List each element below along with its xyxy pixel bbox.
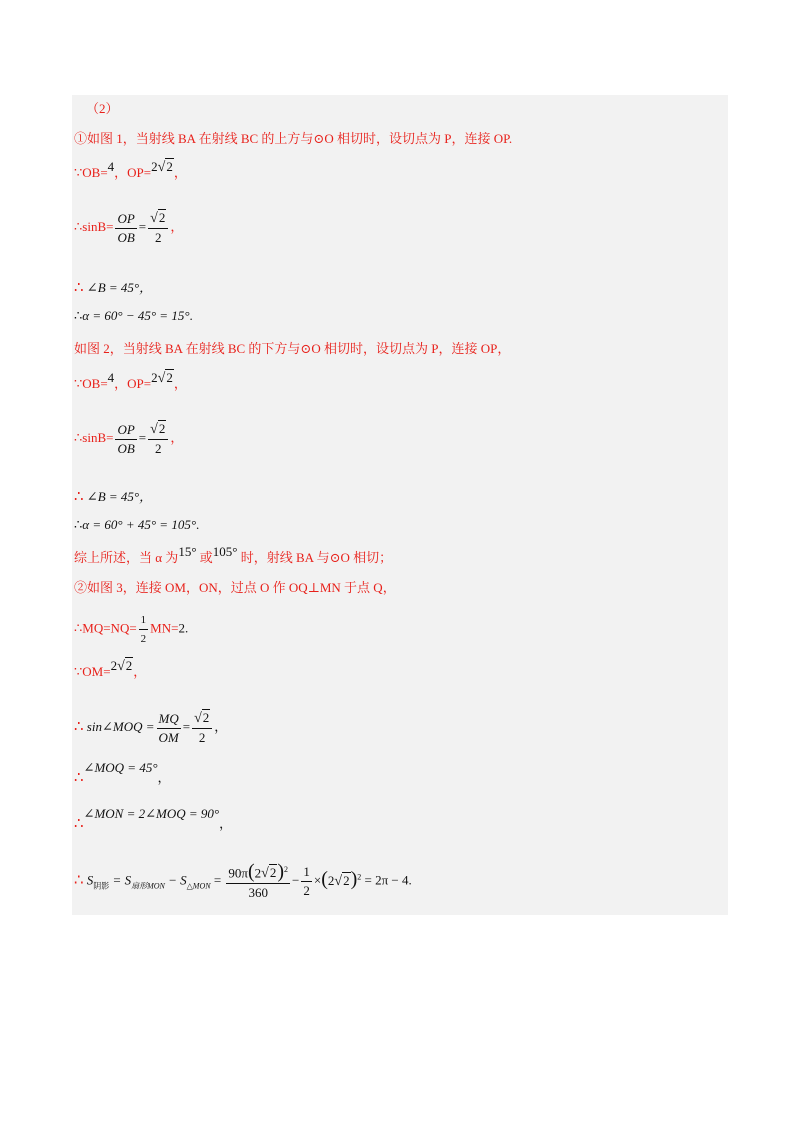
case3-om (74, 658, 147, 681)
area-half-fraction: $\frac{1}{2}$ (303, 864, 310, 899)
case2-sin (74, 421, 183, 457)
area-result: = 2π − 4 (361, 872, 409, 888)
case3-sin-comma: ， (214, 718, 228, 734)
area-eq2: = (210, 872, 222, 888)
therefore-symbol: ∴ (74, 872, 84, 889)
case1-sin-fraction: $\frac{OP}{OB}$ (117, 210, 135, 245)
case3-mq-value: 2 (178, 620, 185, 636)
case1-given (74, 159, 187, 182)
case1-alpha-text: α = 60° − 45° = 15° (82, 308, 190, 323)
summary-line (74, 544, 393, 566)
case2-given-comma: ， (173, 376, 187, 391)
case1-alpha-period: . (189, 308, 193, 323)
case1-angle-b-text: ∠B = 45°， (86, 280, 153, 295)
case3-sin (74, 710, 227, 746)
area-sub-shaded: 阴影 (93, 881, 110, 891)
therefore-symbol: ∴ (74, 770, 84, 786)
case3-mn-label: MN= (150, 620, 179, 636)
case3-intro: ②如图 3，连接 OM，ON，过点 O 作 OQ⊥MN 于点 Q， (74, 580, 396, 595)
case3-area (74, 862, 412, 901)
case1-sin-comma: ， (170, 218, 184, 234)
area-paren-term: $(2√2)^2$ (321, 867, 362, 890)
therefore-symbol: ∴ (74, 517, 83, 532)
case3-om-comma: ， (133, 664, 147, 679)
therefore-symbol: ∴ (74, 489, 84, 505)
area-eq-sector: = S (109, 872, 132, 888)
case1-ob-label: ∵OB= (74, 165, 108, 180)
area-times: × (313, 872, 322, 888)
case3-mon-comma: ， (219, 816, 233, 831)
summary-post: 时，射线 BA 与⊙O 相切； (237, 550, 393, 565)
therefore-symbol: ∴ (74, 280, 84, 296)
case1-sin-label: ∴sinB= (74, 218, 114, 234)
area-sub-triangle: △MON (186, 881, 211, 891)
case3-mon-text: ∠MON = 2∠MOQ = 90° (83, 806, 220, 821)
case1-intro: ①如图 1，当射线 BA 在射线 BC 的上方与⊙O 相切时，设切点为 P，连接 OP. (74, 131, 513, 146)
case3-sin-fraction: $\frac{MQ}{OM}$ (158, 710, 179, 745)
case3-sin-label: sin∠MOQ = (86, 718, 155, 734)
summary-pre: 综上所述，当 α 为 (74, 550, 179, 565)
case3-moq-comma: ， (157, 770, 171, 785)
case1-sin-eq: = (138, 218, 147, 234)
case2-alpha-text: α = 60° + 45° = 105° (82, 517, 197, 532)
case3-moq-text: ∠MOQ = 45° (83, 760, 158, 775)
case3-om-value: 2√2 (110, 658, 133, 674)
part-label: （2） (86, 101, 119, 116)
case2-op-label: ，OP= (114, 376, 152, 391)
case2-intro: 如图 2，当射线 BA 在射线 BC 的下方与⊙O 相切时，设切点为 P，连接 OP， (74, 341, 511, 356)
case3-moq-angle (74, 760, 171, 786)
case3-mon-angle (74, 806, 233, 832)
case1-op-value: 2√2 (151, 159, 173, 175)
case2-given (74, 370, 187, 393)
case1-sin-value: $\frac{√2}{2}$ (148, 210, 168, 246)
case1-angle-b (74, 280, 152, 296)
case1-given-comma: ， (173, 165, 187, 180)
summary-value-105: 105° (212, 544, 238, 559)
case2-sin-eq: = (138, 429, 147, 445)
case2-angle-b (74, 489, 152, 505)
therefore-symbol: ∴ (74, 816, 84, 832)
case3-mq (74, 612, 188, 647)
case2-sin-comma: ， (170, 429, 184, 445)
summary-mid: 或 (196, 550, 213, 565)
case1-sin (74, 210, 183, 246)
area-minus-triangle: − S (164, 872, 187, 888)
area-symbol: S (86, 872, 94, 888)
case3-mq-period: . (184, 620, 189, 636)
case2-sin-fraction: $\frac{OP}{OB}$ (117, 421, 135, 456)
case2-op-value: 2√2 (151, 370, 173, 386)
therefore-symbol: ∴ (74, 718, 84, 735)
case1-op-label: ，OP= (114, 165, 152, 180)
case3-sin-value: $\frac{√2}{2}$ (192, 710, 212, 746)
case3-half-fraction: $\frac{1}{2}$ (140, 614, 147, 645)
area-period: . (408, 872, 412, 888)
case1-ob-value: 4 (107, 159, 115, 174)
case3-om-label: ∵OM= (74, 664, 111, 679)
case2-sin-label: ∴sinB= (74, 429, 114, 445)
case2-alpha-period: . (196, 517, 200, 532)
case2-angle-b-text: ∠B = 45°， (86, 489, 153, 504)
summary-value-15: 15° (178, 544, 197, 559)
area-sub-sector: 扇形MON (131, 881, 165, 891)
case3-mq-label: ∴MQ=NQ= (74, 620, 137, 636)
case2-sin-value: $\frac{√2}{2}$ (148, 421, 168, 457)
area-minus: − (292, 872, 300, 888)
case2-ob-value: 4 (107, 370, 115, 385)
case2-ob-label: ∵OB= (74, 376, 108, 391)
case2-alpha (74, 517, 199, 533)
area-sector-fraction: $\frac{90\pi(2√2)^2}{360}$ (228, 860, 289, 901)
therefore-symbol: ∴ (74, 308, 83, 323)
case1-alpha (74, 308, 193, 324)
case3-sin-eq: = (182, 718, 191, 734)
